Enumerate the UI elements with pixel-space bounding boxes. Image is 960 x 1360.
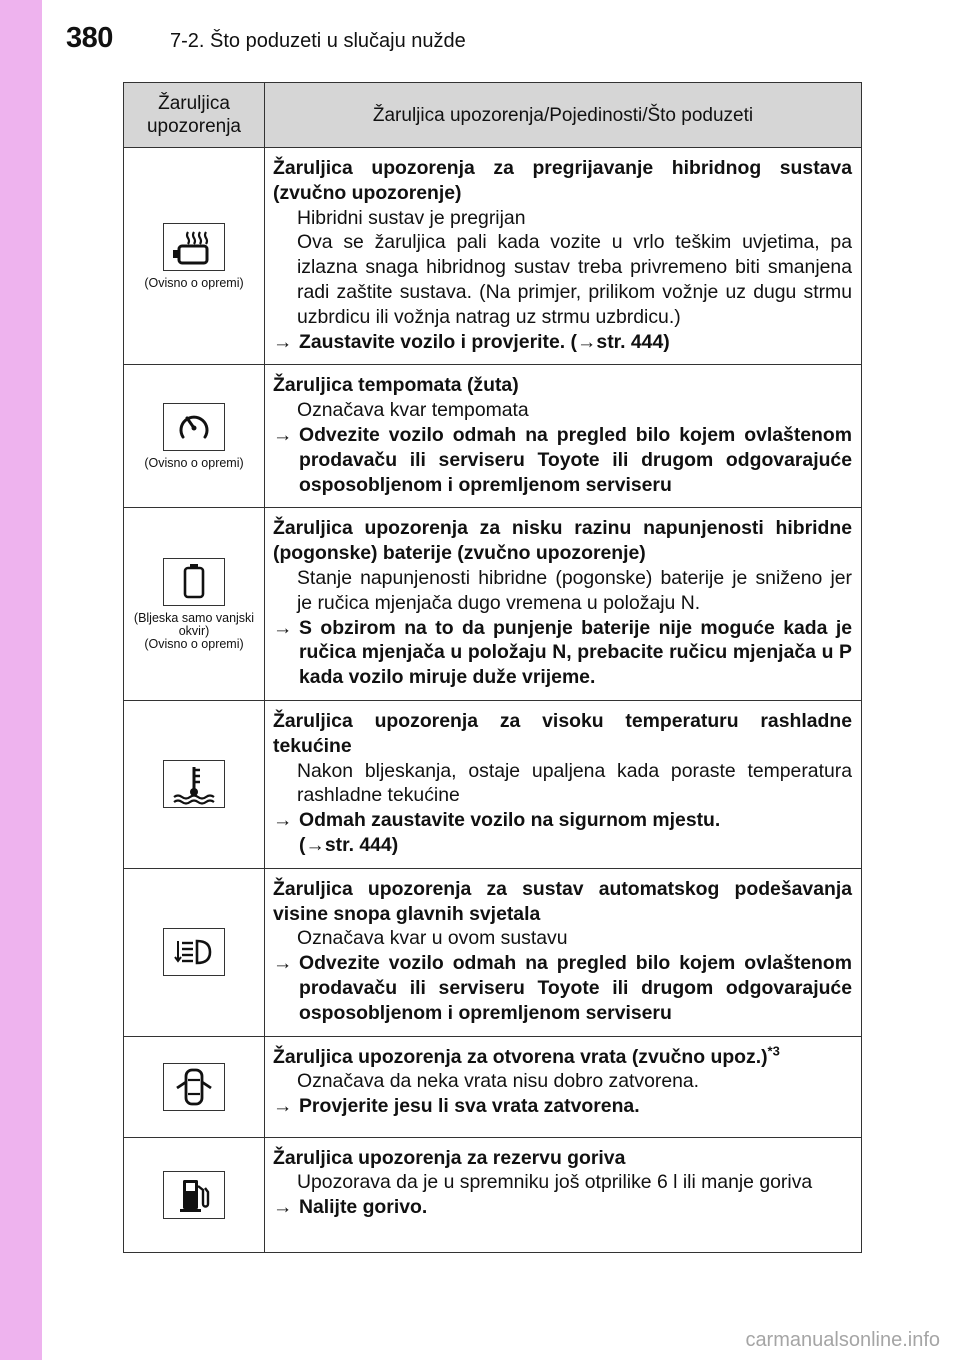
page-number: 380 [66, 22, 113, 54]
detail-text: Ova se žaruljica pali kada vozite u vrlo teškim uvjetima, pa izlazna snaga hibridnog sustav treba privremeno biti smanjena radi zaštite sustava. (Na primjer, prilikom vožnje uz dugu strmu uzbrdicu ili vožnja natrag uz strmu uzbrdicu.) [297, 231, 852, 328]
cruise-control-icon [163, 403, 225, 451]
watermark: carmanualsonline.info [745, 1329, 940, 1351]
icon-note: (Ovisno o opremi) [144, 275, 244, 290]
action-text [273, 808, 852, 858]
warning-title: Žaruljica upozorenja za nisku razinu napunjenosti hibridne (pogonske) baterije (zvučno upozorenje) [273, 517, 852, 565]
open-door-icon [163, 1063, 225, 1111]
table-row [124, 508, 862, 701]
action-main: Provjerite jesu li sva vrata zatvorena. [299, 1095, 640, 1118]
warning-title-text: Žaruljica upozorenja za otvorena vrata (zvučno upoz.) [273, 1045, 768, 1068]
arrow-icon: → [273, 423, 293, 446]
table-row [124, 1137, 862, 1252]
arrow-icon: → [273, 616, 293, 639]
arrow-icon: → [273, 952, 293, 975]
action-text [273, 951, 852, 1025]
hybrid-battery-icon [163, 558, 225, 606]
detail-text: Hibridni sustav je pregrijan [297, 206, 526, 229]
icon-cell [124, 1137, 265, 1252]
table-row [124, 365, 862, 508]
chapter-side-tab [0, 0, 42, 1360]
description-cell [265, 700, 862, 868]
detail-text: Nakon bljeskanja, ostaje upaljena kada poraste temperatura rashladne tekućine [297, 759, 852, 807]
arrow-icon: → [273, 1196, 293, 1219]
section-title: 7-2. Što poduzeti u slučaju nužde [170, 30, 466, 52]
icon-note: (Ovisno o opremi) [144, 636, 244, 651]
headlight-leveling-icon [163, 928, 225, 976]
table-header-row [124, 83, 862, 148]
icon-note: (Ovisno o opremi) [144, 455, 244, 470]
icon-note: (Bljeska samo vanjski okvir) [133, 610, 255, 638]
detail-text: Označava kvar u ovom sustavu [297, 927, 568, 950]
description-cell [265, 1137, 862, 1252]
action-main: Nalijte gorivo. [299, 1196, 428, 1219]
icon-cell [124, 868, 265, 1036]
table-row [124, 1036, 862, 1137]
icon-cell [124, 148, 265, 365]
action-main: Odmah zaustavite vozilo na sigurnom mjestu. [299, 809, 721, 832]
description-cell [265, 148, 862, 365]
warning-title: Žaruljica upozorenja za sustav automatskog podešavanja visine snopa glavnih svjetala [273, 877, 852, 925]
page-reference[interactable]: str. 444) [596, 330, 670, 353]
warning-title: Žaruljica upozorenja za pregrijavanje hibridnog sustava (zvučno upozorenje) [273, 157, 852, 204]
detail-text: Označava da neka vrata nisu dobro zatvorena. [297, 1070, 700, 1093]
footnote-marker: *3 [767, 1043, 780, 1059]
action-main: Zaustavite vozilo i provjerite. ( [299, 330, 578, 353]
low-fuel-icon [163, 1171, 225, 1219]
arrow-icon: → [273, 330, 293, 353]
description-cell [265, 868, 862, 1036]
table-row [124, 700, 862, 868]
coolant-temperature-icon [163, 760, 225, 808]
action-text [273, 1195, 852, 1220]
description-cell [265, 1036, 862, 1137]
action-text [273, 616, 852, 690]
detail-text: Upozorava da je u spremniku još otprilike 6 l ili manje goriva [297, 1171, 813, 1194]
detail-text: Označava kvar tempomata [297, 399, 529, 422]
ref-arrow-icon: → [577, 330, 597, 353]
page-reference[interactable]: str. 444) [324, 833, 399, 856]
warning-title: Žaruljica tempomata (žuta) [273, 374, 519, 397]
table-row [124, 868, 862, 1036]
description-cell [265, 365, 862, 508]
table-row [124, 148, 862, 365]
hybrid-overheat-icon [163, 223, 225, 271]
icon-cell [124, 508, 265, 701]
arrow-icon: → [273, 1095, 293, 1118]
icon-cell [124, 1036, 265, 1137]
action-ref-open: ( [299, 833, 306, 856]
action-main: Odvezite vozilo odmah na pregled bilo kojem ovlaštenom prodavaču ili serviseru Toyote ili drugom odgovarajuće osposobljenom i opremljenom serviseru [299, 423, 852, 496]
action-main: S obzirom na to da punjenje baterije nije moguće kada je ručica mjenjača u položaju N, prebacite ručicu mjenjača u P kada vozilo miruje duže vrijeme. [299, 616, 852, 689]
description-cell [265, 508, 862, 701]
action-text [273, 423, 852, 497]
icon-cell [124, 700, 265, 868]
action-text [273, 330, 852, 355]
ref-arrow-icon: → [305, 833, 325, 856]
action-text [273, 1094, 852, 1119]
detail-text: Stanje napunjenosti hibridne (pogonske) baterije je sniženo jer je ručica mjenjača dugo vremena u položaju N. [297, 566, 852, 614]
action-main: Odvezite vozilo odmah na pregled bilo kojem ovlaštenom prodavaču ili serviseru Toyote ili drugom odgovarajuće osposobljenom i opremljenom serviseru [299, 952, 852, 1024]
col2-header: Žaruljica upozorenja/Pojedinosti/Što poduzeti [265, 83, 862, 148]
warning-light-table [123, 82, 862, 1253]
col1-header: Žaruljica upozorenja [124, 83, 265, 148]
warning-title [273, 1045, 852, 1070]
warning-title: Žaruljica upozorenja za rezervu goriva [273, 1146, 626, 1169]
arrow-icon: → [273, 809, 293, 832]
icon-cell [124, 365, 265, 508]
warning-title: Žaruljica upozorenja za visoku temperaturu rashladne tekućine [273, 709, 852, 757]
